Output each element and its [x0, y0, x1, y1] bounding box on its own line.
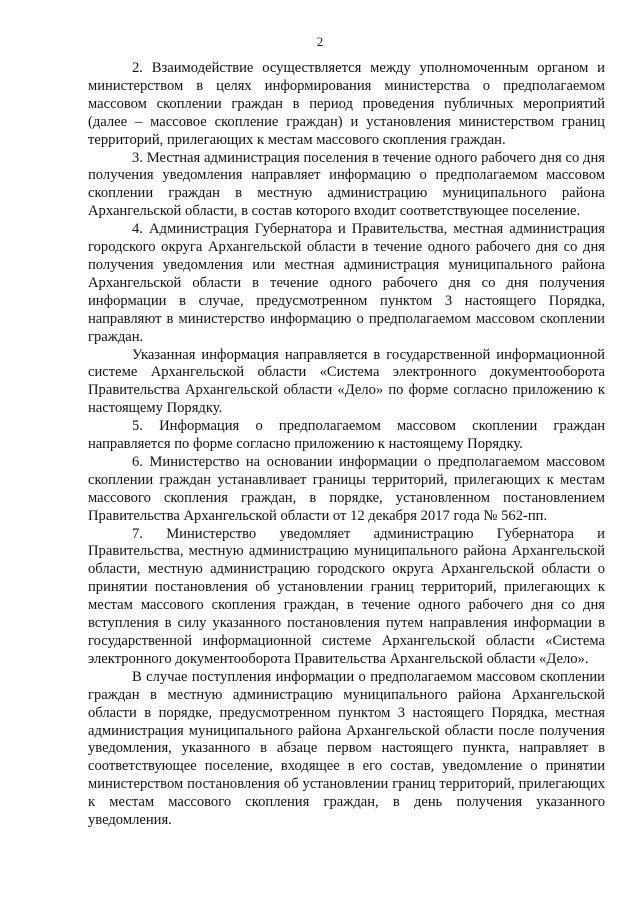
paragraph-item-7-continued: В случае поступления информации о предполагаемом массовом скоплении граждан в местную администрацию муниципального района Архангельской области в порядке, предусмотренном пунктом 3 настоящего Порядка, местная администрация муниципального района Архангельской области после получения уведомления, указанного в абзаце первом настоящего пункта, направляет в соответствующее поселение, входящее в его состав, уведомление о принятии министерством постановления об установлении границ территорий, прилегающих к местам массового скопления граждан, в день получения указанного уведомления.	[88, 668, 605, 829]
paragraph-item-4: 4. Администрация Губернатора и Правительства, местная администрация городского округа Архангельской области в течение одного рабочего дня со дня получения уведомления или местная администрация муниципального района Архангельской области в течение одного рабочего дня со дня получения информации в случае, предусмотренном пунктом 3 настоящего Порядка, направляют в министерство информацию о предполагаемом массовом скоплении граждан.	[88, 221, 605, 345]
page-number: 2	[316, 34, 324, 49]
document-body	[88, 60, 605, 830]
paragraph-item-6: 6. Министерство на основании информации о предполагаемом массовом скоплении граждан устанавливает границы территорий, прилегающих к местам массового скопления граждан, в порядке, установленном постановлением Правительства Архангельской области от 12 декабря 2017 года № 562-пп.	[88, 453, 605, 524]
paragraph-item-4-continued: Указанная информация направляется в государственной информационной системе Архангельской области «Система электронного документооборота Правительства Архангельской области «Дело» по форме согласно приложению к настоящему Порядку.	[88, 346, 605, 417]
paragraph-item-7: 7. Министерство уведомляет администрацию Губернатора и Правительства, местную администрацию муниципального района Архангельской области, местную администрацию городского округа Архангельской области о принятии постановления об установлении границ территорий, прилегающих к местам массового скопления граждан, в течение одного рабочего дня со дня вступления в силу указанного постановления путем направления информации в государственной информационной системе Архангельской области «Система электронного документооборота Правительства Архангельской области «Дело».	[88, 525, 605, 667]
paragraph-item-5: 5. Информация о предполагаемом массовом скоплении граждан направляется по форме согласно приложению к настоящему Порядку.	[88, 418, 605, 453]
paragraph-item-3: 3. Местная администрация поселения в течение одного рабочего дня со дня получения уведомления направляет информацию о предполагаемом массовом скоплении граждан в местную администрацию муниципального района Архангельской области, в состав которого входит соответствующее поселение.	[88, 149, 605, 220]
paragraph-item-2: 2. Взаимодействие осуществляется между уполномоченным органом и министерством в целях информирования министерства о предполагаемом массовом скоплении граждан в период проведения публичных мероприятий (далее – массовое скопление граждан) и установления министерством границ территорий, прилегающих к местам массового скопления граждан.	[88, 60, 605, 148]
